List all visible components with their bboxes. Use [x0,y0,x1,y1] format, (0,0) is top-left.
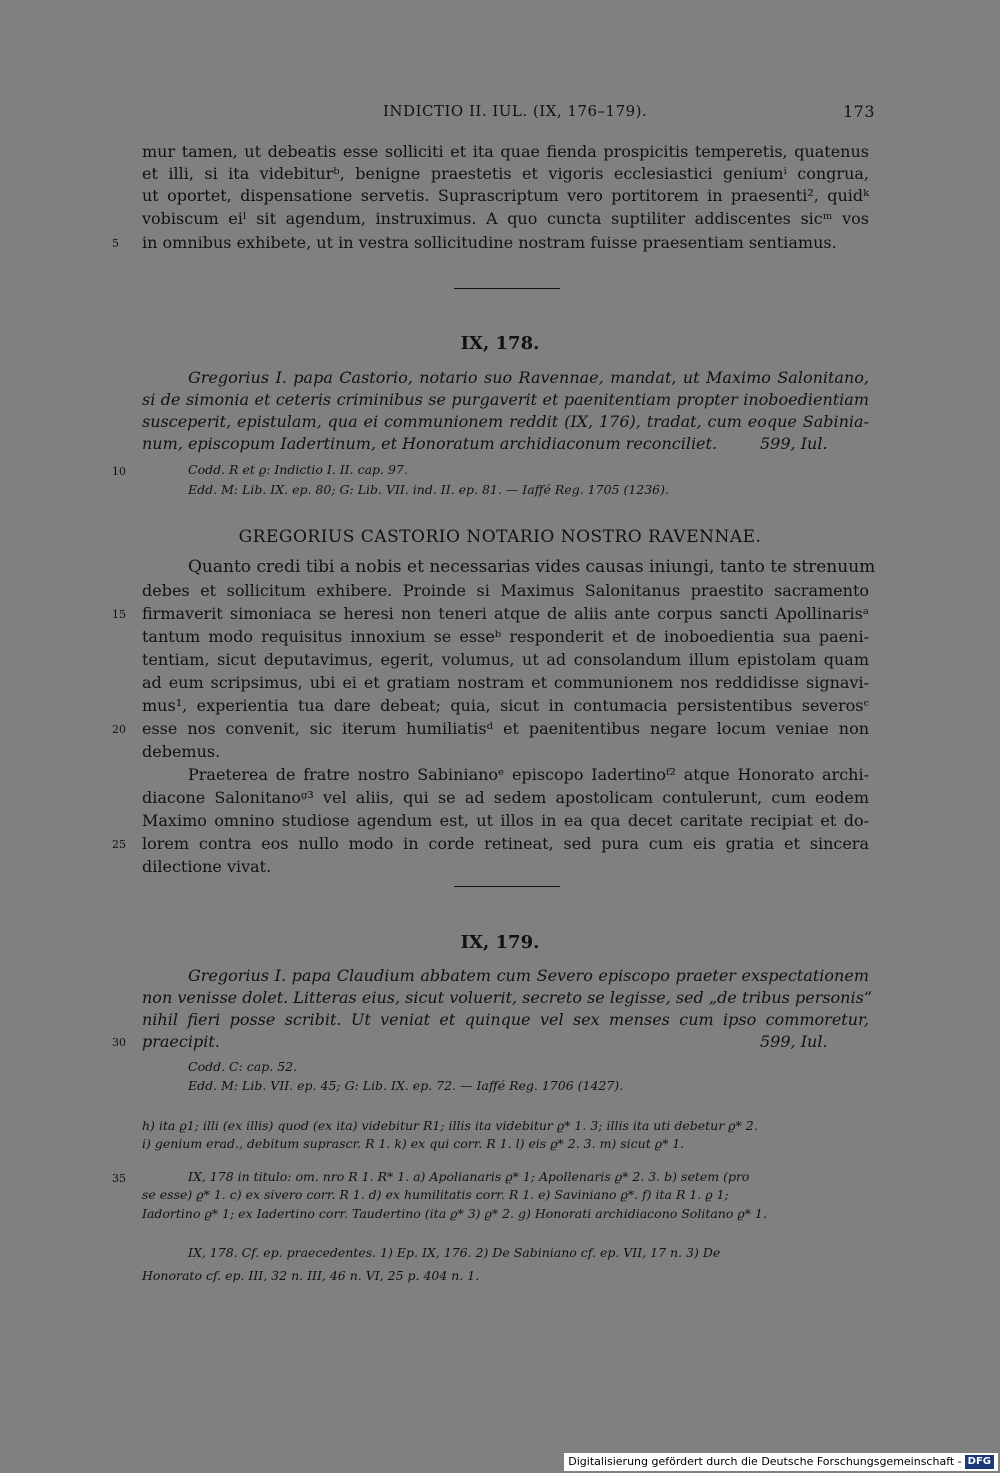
editions-line: Edd. M: Lib. IX. ep. 80; G: Lib. VII. ind. II. ep. 81. — Iaffé Reg. 1705 (1236). [188,482,669,497]
apparatus-line: se esse) ϱ* 1. c) ex sivero corr. R 1. d) ex humilitatis corr. R 1. e) Saviniano ϱ*. f) ita R 1. ϱ 1; [142,1187,729,1202]
note-line: Honorato cf. ep. III, 32 n. III, 46 n. VI, 25 p. 404 n. 1. [142,1268,480,1283]
text-line: Praeterea de fratre nostro Sabinianoᵉ episcopo Iadertinoᶠ² atque Honorato archi- [188,765,869,784]
codices-line: Codd. R et ϱ: Indictio I. II. cap. 97. [188,462,408,477]
letter-number: IX, 179. [460,932,540,953]
summary-line: nihil fieri posse scribit. Ut veniat et quinque vel sex menses cum ipso commoretur, [142,1010,869,1029]
letter-title: GREGORIUS CASTORIO NOTARIO NOSTRO RAVENNAE. [238,527,762,547]
letter-number: IX, 178. [460,333,540,354]
credit-text: Digitalisierung gefördert durch die Deutsche Forschungsgemeinschaft - [568,1455,962,1468]
line-number: 30 [112,1036,126,1049]
page-number: 173 [843,102,876,121]
digitization-credit [564,1453,998,1471]
text-line: lorem contra eos nullo modo in corde retineat, sed pura cum eis gratia et sincera [142,834,869,853]
line-number: 35 [112,1172,126,1185]
summary-line: Gregorius I. papa Claudium abbatem cum Severo episcopo praeter exspectationem [188,966,869,985]
running-title: INDICTIO II. IUL. (IX, 176–179). [383,102,648,120]
text-line: in omnibus exhibete, ut in vestra sollicitudine nostram fuisse praesentiam sentiamus. [142,233,837,252]
text-line: tantum modo requisitus innoxium se esseᵇ responderit et de inoboedientia sua paeni- [142,627,869,646]
text-line: et illi, si ita videbiturᵇ, benigne praestetis et vigoris ecclesiastici geniumⁱ congrua, [142,164,869,183]
apparatus-line: Iadortino ϱ* 1; ex Iadertino corr. Taudertino (ita ϱ* 3) ϱ* 2. g) Honorati archidiacono Solitano ϱ* 1. [142,1206,767,1221]
text-line: ad eum scripsimus, ubi ei et gratiam nostram et communionem nos reddidisse signavi- [142,673,869,692]
line-number: 20 [112,723,126,736]
text-line: dilectione vivat. [142,857,272,876]
date-line: 599, Iul. [760,434,828,453]
editions-line: Edd. M: Lib. VII. ep. 45; G: Lib. IX. ep. 72. — Iaffé Reg. 1706 (1427). [188,1078,624,1093]
section-divider [454,886,560,887]
summary-line: susceperit, epistulam, qua ei communionem reddit (IX, 176), tradat, cum eoque Sabinia- [142,412,869,431]
text-line: firmaverit simoniaca se heresi non teneri atque de aliis ante corpus sancti Apollinarisᵃ [142,604,869,623]
text-line: mus¹, experientia tua dare debeat; quia, sicut in contumacia persistentibus severosᶜ [142,696,869,715]
text-line: Quanto credi tibi a nobis et necessarias vides causas iniungi, tanto te strenuum [188,557,876,577]
text-line: ut oportet, dispensatione servetis. Suprascriptum vero portitorem in praesenti², quidᵏ [142,186,869,205]
apparatus-line: i) genium erad., debitum suprascr. R 1. k) ex qui corr. R 1. l) eis ϱ* 2. 3. m) sicut ϱ* 1. [142,1136,685,1151]
text-line: Maximo omnino studiose agendum est, ut illos in ea qua decet caritate recipiat et do- [142,811,869,830]
summary-line: num, episcopum Iadertinum, et Honoratum archidiaconum reconciliet. [142,434,718,453]
section-divider [454,288,560,289]
summary-line: praecipit. [142,1032,220,1051]
line-number: 25 [112,838,126,851]
text-line: vobiscum eiˡ sit agendum, instruximus. A quo cuncta suptiliter addiscentes sicᵐ vos [142,209,869,228]
summary-line: non venisse dolet. Litteras eius, sicut voluerit, secreto se legisse, sed „de tribus personis“ [142,988,872,1007]
text-line: debes et sollicitum exhibere. Proinde si Maximus Salonitanus praestito sacramento [142,581,869,600]
text-line: debemus. [142,742,221,761]
summary-line: Gregorius I. papa Castorio, notario suo Ravennae, mandat, ut Maximo Salonitano, [188,368,869,387]
note-line: IX, 178. Cf. ep. praecedentes. 1) Ep. IX, 176. 2) De Sabiniano cf. ep. VII, 17 n. 3) De [188,1245,721,1260]
dfg-logo-icon: DFG [965,1455,994,1469]
text-line: mur tamen, ut debeatis esse solliciti et ita quae fienda prospicitis temperetis, quatenus [142,142,869,161]
line-number: 5 [112,237,119,250]
line-number: 10 [112,465,126,478]
text-line: esse nos convenit, sic iterum humiliatisᵈ et paenitentibus negare locum veniae non [142,719,869,738]
apparatus-line: h) ita ϱ1; illi (ex illis) quod (ex ita) videbitur R1; illis ita videbitur ϱ* 1. 3; illis ita uti debetur ϱ* 2. [142,1118,758,1133]
apparatus-line: IX, 178 in titulo: om. nro R 1. R* 1. a) Apolianaris ϱ* 1; Apollenaris ϱ* 2. 3. b) setem (pro [188,1169,750,1184]
date-line: 599, Iul. [760,1032,828,1051]
text-line: tentiam, sicut deputavimus, egerit, volumus, ut ad consolandum illum epistolam quam [142,650,869,669]
summary-line: si de simonia et ceteris criminibus se purgaverit et paenitentiam propter inoboedientiam [142,390,869,409]
text-line: diacone Salonitanoᵍ³ vel aliis, qui se ad sedem apostolicam contulerunt, cum eodem [142,788,869,807]
line-number: 15 [112,608,126,621]
codices-line: Codd. C: cap. 52. [188,1059,298,1074]
